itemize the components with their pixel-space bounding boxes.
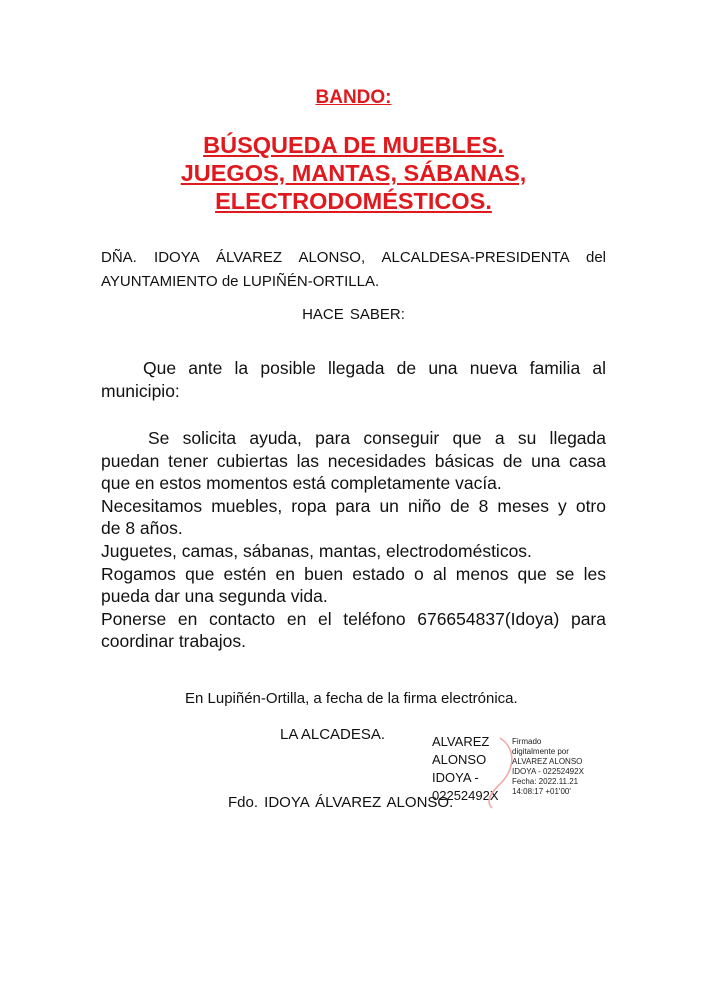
document-title <box>0 131 707 215</box>
signed-by-line: Fdo. IDOYA ÁLVAREZ ALONSO. <box>228 794 454 811</box>
signature-detail-line: Firmado <box>512 737 542 746</box>
p2-line-9: Ponerse en contacto en el teléfono 676654837(Idoya) para <box>101 608 606 629</box>
signature-name-line: 02252492X <box>432 788 499 803</box>
bando-heading: BANDO: <box>315 87 392 108</box>
signature-detail-line: Fecha: 2022.11.21 <box>512 777 579 786</box>
p2-line-10: coordinar trabajos. <box>101 631 246 652</box>
p2-line-4: Necesitamos muebles, ropa para un niño de 8 meses y otro <box>101 495 606 516</box>
p2-line-6: Juguetes, camas, sábanas, mantas, electrodomésticos. <box>101 540 532 561</box>
alcadesa-label: LA ALCADESA. <box>280 726 386 743</box>
signature-detail-line: digitalmente por <box>512 747 569 756</box>
p2-line-1: Se solicita ayuda, para conseguir que a su llegada <box>148 428 606 448</box>
body-paragraph-1 <box>101 357 606 402</box>
signature-name-line: ALVAREZ <box>432 734 490 749</box>
p1-line-1: Que ante la posible llegada de una nueva familia al <box>143 358 606 378</box>
p2-line-5: de 8 años. <box>101 518 183 539</box>
signature-detail <box>512 737 612 797</box>
p1-line-2: municipio: <box>101 380 180 401</box>
p2-line-7: Rogamos que estén en buen estado o al menos que se les <box>101 563 606 584</box>
intro-line-1: DÑA. IDOYA ÁLVAREZ ALONSO, ALCALDESA-PRESIDENTA del <box>101 249 606 266</box>
intro-line-2: AYUNTAMIENTO de LUPIÑÉN-ORTILLA. <box>101 273 380 290</box>
intro-paragraph <box>101 246 606 294</box>
signature-detail-line: IDOYA - 02252492X <box>512 767 584 776</box>
title-line-1: BÚSQUEDA DE MUEBLES. <box>203 132 504 158</box>
hace-saber: HACE SABER: <box>302 306 405 323</box>
p2-line-2: puedan tener cubiertas las necesidades básicas de una casa <box>101 450 606 471</box>
signature-name-line: ALONSO <box>432 752 487 767</box>
signature-detail-line: 14:08:17 +01'00' <box>512 787 571 796</box>
signature-detail-line: ALVAREZ ALONSO <box>512 757 583 766</box>
title-line-3: ELECTRODOMÉSTICOS. <box>215 188 492 214</box>
date-line: En Lupiñén-Ortilla, a fecha de la firma electrónica. <box>185 690 518 707</box>
p2-line-8: pueda dar una segunda vida. <box>101 586 328 607</box>
signature-name-line: IDOYA - <box>432 770 479 785</box>
body-paragraph-2 <box>101 427 606 653</box>
p2-line-3: que en estos momentos está completamente vacía. <box>101 473 502 494</box>
title-line-2: JUEGOS, MANTAS, SÁBANAS, <box>180 160 527 186</box>
